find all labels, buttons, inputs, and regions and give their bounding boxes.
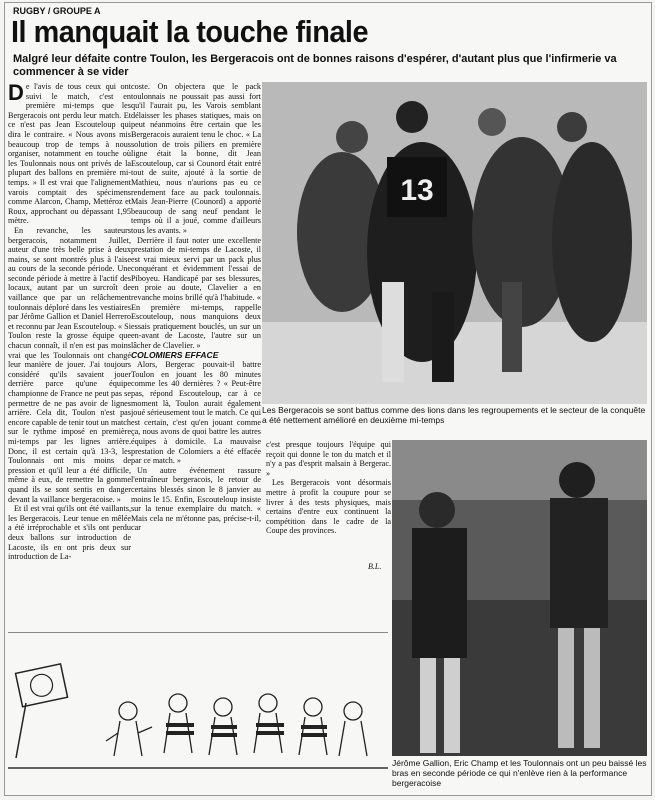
jersey-number: 13 bbox=[400, 174, 434, 207]
scrum-photo bbox=[262, 82, 647, 404]
article-deck: Malgré leur défaite contre Toulon, les Bergeracois ont de bonnes raisons d'espérer, d'autant plus que l'infirmerie va commencer à se vider bbox=[13, 53, 617, 78]
section-rubric: RUGBY / GROUPE A bbox=[13, 6, 101, 16]
paragraph: Et il est vrai qu'ils ont été vaillants, les Bergeracois. Leur tenue en mêlée a été irréprochable et s'ils ont perdu deux ballons sur introduction de Lacoste, ils en ont pris deux sur introduction de La- bbox=[8, 504, 131, 562]
headline: Il manquait la touche finale bbox=[11, 14, 369, 49]
paragraph: c'est presque toujours l'équipe qui reçoit qui donne le ton du match et il n'y a pas d'esprit malsain à Bergerac. » bbox=[266, 440, 391, 478]
paragraph: e l'avis de tous ceux qui ont suivi le match, c'est en première mi-temps que les Bergeracois ont perdu leur match. Et ce n'est pas Jean Escouteloup qui dira le contraire. « Nous avons mis beaucoup trop de temps à nous organiser, notamment en touche où les Toulonnais nous ont privés de la plupart des ballons en première mi-temps. » Il est vrai que l'alignement varois comptait des spécimens comme Alarcon, Champ, Mettéroz et Roux, approchant ou dépassant 1,95 mètre. bbox=[8, 82, 131, 226]
paragraph: Les Bergeracois vont désormais mettre à profit la coupure pour se livrer à des tests physiques, mais certains d'entre eux continuent la compétition dans le cadre de la Coupe des provinces. bbox=[266, 478, 391, 536]
paragraph: Derrière il faut noter une excellente prestation de mi-temps de Lacoste, il est vrai mieux servi par un pack plus conquérant et évidemment l'essai de Piboyeu. Handicapé par ses blessures, en proie au doute, Clavelier a en revanche moins brillé qu'à l'habitude. « En première mi-temps, rappelle Escouteloup, nous manquions deux essais pratiquement bouclés, un sur un en-avant de Lacoste, l'autre sur un lâcher de Clavelier. » bbox=[131, 235, 261, 351]
paragraph: Alors, Bergerac pouvait-il battre Toulon en jouant les 80 minutes comme les 40 dernières ? « Peut-être pas, répond Escouteloup, car à ce moment là, Toulon aurait également joué sérieusement tout le match. Ce qui est certain, c'est qu'en jouant comme ça, nous avons de quoi battre les autres équipes à domicile. La mauvaise prestation de Colomiers a été effacée par ce match. » bbox=[131, 360, 261, 466]
article-column-2 bbox=[131, 82, 261, 622]
article-column-3 bbox=[266, 440, 391, 600]
cartoon-drawing bbox=[8, 633, 388, 789]
two-players-image bbox=[392, 440, 647, 756]
drop-cap: D bbox=[8, 82, 24, 105]
rugby-players-image bbox=[262, 82, 647, 404]
author-signature: B.L. bbox=[368, 562, 382, 571]
players-photo bbox=[392, 440, 647, 756]
paragraph: Un autre événement rassure l'entraîneur bergeracois, le retour de certains blessés sinon le 8 janvier au moins le 15. Enfin, Escouteloup insiste sur la tenue exemplaire du match. « Mais cela ne m'étonne pas, précise-t-il, car bbox=[131, 465, 261, 533]
subhead: COLOMIERS EFFACE bbox=[131, 349, 219, 360]
photo-caption-2: Jérôme Gallion, Eric Champ et les Toulonnais ont un peu baissé les bras en seconde période ce qui n'enlève rien à la performance bergeracoise bbox=[392, 758, 647, 788]
paragraph: En revanche, les sauteurs bergeracois, notamment Juillet, auteur d'une très belle prise à deux mains, se sont montrés plus à l'aise au cours de la seconde période. Une seconde période à mettre à l'actif des locaux, autant par un surcroît de vaillance que par un relâchement toulonnais déploré dans les vestiaires par Jérôme Gallion et Daniel Herrero et reconnu par Jean Escouteloup. « Si Toulon reste la grosse équipe que chacun connaît, il n'en est pas moins vrai que les Toulonnais ont changé leur manière de jouer. J'ai toujours considéré qu'ils savaient jouer derrière parce qu'une équipe championne de France ne peut pas se permettre de ne pas avoir de lignes arrière. Cela dit, Toulon n'est pas encore capable de tenir tout un match sur le rythme imposé en première mi-temps par les lignes arrière. Donc, il est certain qu'à 13-3, les Toulonnais ont mis moins de pression et qu'il leur a été difficile, même à eux, de remettre la gomme quand ils se sont sentis en danger devant la vaillance bergeracoise. » bbox=[8, 225, 131, 504]
cartoon-illustration bbox=[8, 632, 388, 789]
article-column-1 bbox=[8, 82, 131, 624]
photo-caption-1: Les Bergeracois se sont battus comme des lions dans les regroupements et le secteur de la conquête a été nettement amélioré en deuxième mi-temps bbox=[262, 405, 646, 425]
paragraph: coste. On objectera que le pack toulonnais ne poussait pas aussi fort qu'il l'aurait pu, les Varois semblant délaisser les phases statiques, mais on peut néanmoins être certain que les Bergeracois auraient tenu le choc. « La solution de trois piliers en première ligne était la bonne, dit Jean Escouteloup, car si Counord était entré tout de suite, ajouté à la sortie de Mathieu, nous n'aurions pas eu ce rendement face au pack toulonnais. Mais Jean-Pierre (Counord) a apporté beaucoup de sang neuf pendant le temps où il a joué, comme d'ailleurs tous les avants. » bbox=[131, 82, 261, 235]
